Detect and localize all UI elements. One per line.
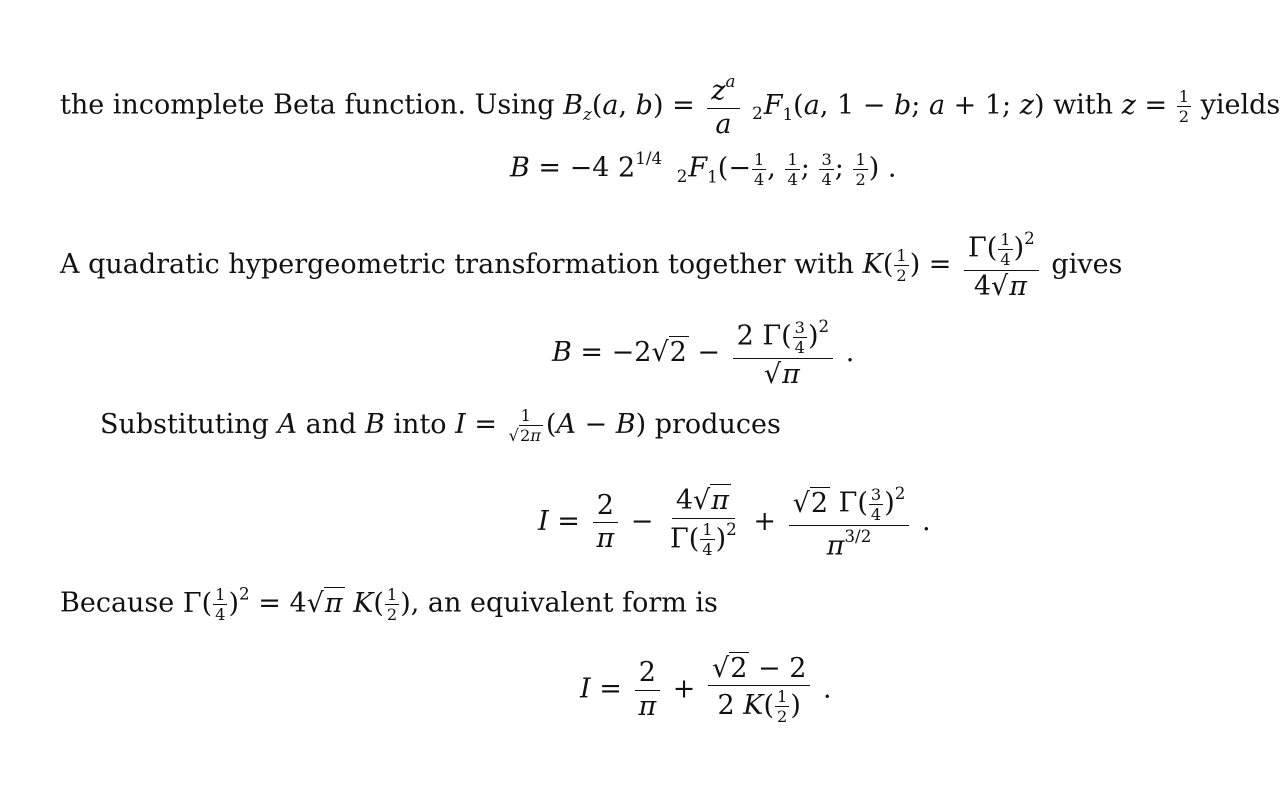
equation-B-closed-form: B = −2√2 − 2 Γ( $\frac{3}{4}$ )$^2$ √π . [552, 316, 855, 390]
text-produces: produces [654, 409, 781, 440]
symbol-B: B [364, 409, 385, 440]
paragraph-substitution [100, 407, 781, 444]
equation-I-K-form: I = $\frac{2}{\pi}$ + √2 − 2 2 K( $\frac{1}{2}$ ) . [580, 653, 832, 727]
text-quadratic: A quadratic hypergeometric transformation together with [60, 248, 855, 280]
equation-B-hypergeometric: B = −4 $2^{1/4}$ $_2F_1(-$ $\frac{1}{4}$ , $\frac{1}{4}$ ; $\frac{3}{4}$ ; $\frac{1}{2}$ ) . [510, 148, 897, 189]
text-because: Because [60, 587, 175, 619]
symbol-A: A [277, 409, 298, 440]
text-substituting: Substituting [100, 409, 269, 440]
text-into: into [393, 409, 447, 440]
equation-I-gamma-form: I = $\frac{2}{\pi}$ − 4√π Γ( $\frac{1}{4}$ )$^2$ + √2 Γ( $\frac{3}{4}$ )$^2$ $\pi^{3/2}$ . [538, 483, 931, 562]
equation-z-half: z = $\frac{1}{2}$ [1121, 86, 1189, 126]
paragraph-quadratic-transformation [60, 230, 1122, 301]
equation-incomplete-beta: $B_z(a$, b) = $\frac{z^a}{a}$ $_2F_1(a$, 1 − b; a + 1; z) [563, 71, 1054, 140]
equation-gamma-identity: Γ( $\frac{1}{4}$ )$^2$ = 4√π K( $\frac{1}{2}$ ) [182, 583, 411, 624]
paragraph-equivalent-form [60, 585, 718, 623]
text-gives: gives [1051, 248, 1123, 280]
text-using: the incomplete Beta function. Using [60, 89, 555, 121]
text-and: and [305, 409, 357, 440]
equation-K-half: K( $\frac{1}{2}$ ) = Γ( $\frac{1}{4}$ )$^2$ 4√π [863, 249, 1052, 280]
paragraph-incomplete-beta [60, 73, 1280, 139]
equation-I-definition: I = $\frac{1}{√2\pi}$ (A − B) [455, 406, 655, 445]
text-with: with [1053, 89, 1114, 121]
text-yields: yields [1200, 89, 1280, 121]
text-equivalent: , an equivalent form is [410, 587, 718, 619]
